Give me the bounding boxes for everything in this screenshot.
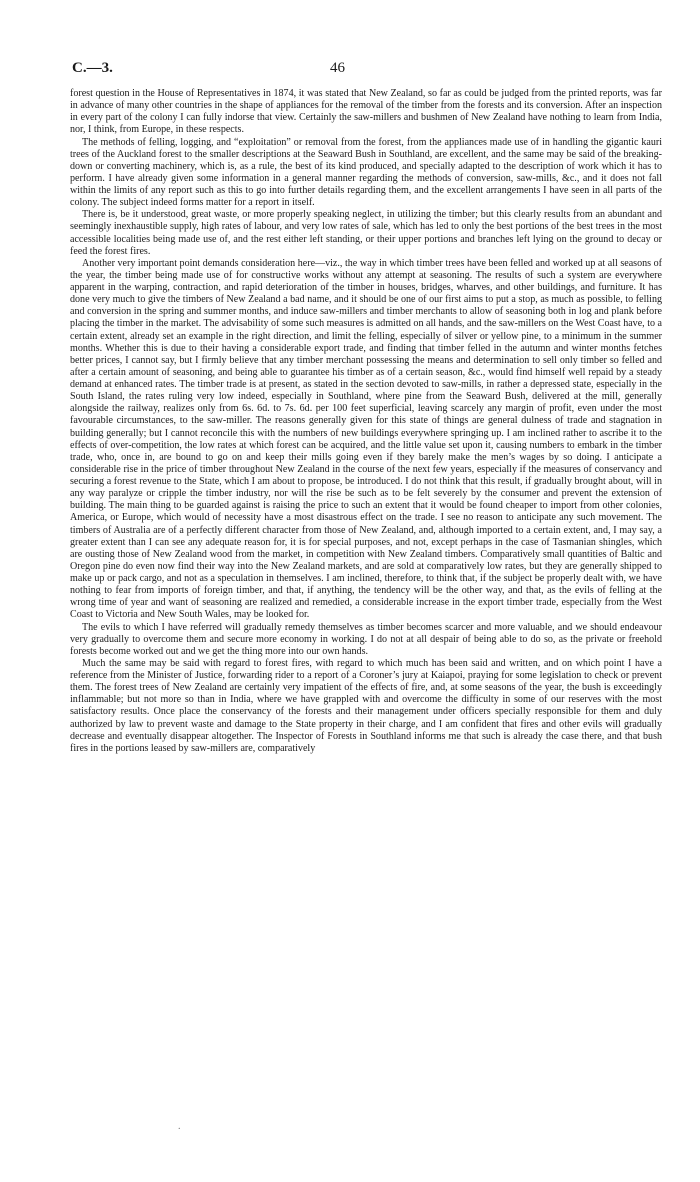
paragraph: The methods of felling, logging, and “exploitation” or removal from the forest, from the appliances made use of in handling the gigantic kauri trees of the Auckland forest to the smaller descriptions at the Seaward Bush in Southland, are excellent, and the same may be said of the breaking-down or converting machinery, which is, as a rule, the best of its kind produced, and specially adapted to the description of work which it has to perform. I have already given some information in a general manner regarding the methods of conversion, saw-mills, &c., and it does not fall within the limits of any report such as this to go into further details regarding them, and the excellent arrangements I have seen in all parts of the colony. The subject indeed forms matter for a report in itself. — [70, 136, 662, 209]
paragraph: There is, be it understood, great waste, or more properly speaking neglect, in utilizing the timber; but this clearly results from an abundant and seemingly inexhaustible supply, high rates of labour, and very low rates of sale, which has led to only the best portions of the best trees in the most accessible localities being made use of, and the rest either left standing, or their upper portions and branches left lying on the ground to decay or feed the forest fires. — [70, 209, 662, 257]
page-number: 46 — [330, 60, 345, 76]
paragraph: The evils to which I have referred will gradually remedy themselves as timber becomes scarcer and more valuable, and we should endeavour very gradually to overcome them and secure more economy in working. I do not at all despair of being able to do so, as the private or freehold forests become worked out and we get the thing more into our own hands. — [70, 621, 662, 657]
paragraph: Much the same may be said with regard to forest fires, with regard to which much has been said and written, and on which point I have a reference from the Minister of Justice, forwarding rider to a report of a Coroner’s jury at Kaiapoi, praying for some legislation to check or prevent them. The forest trees of New Zealand are certainly very impatient of the effects of fire, and, at some seasons of the year, the bush is exceedingly inflammable; but not more so than in India, where we have grappled with and overcome the difficulty in some of our reserves with the most satisfactory results. Once place the conservancy of the forests and their management under officers specially responsible for them and duly authorized by law to prevent waste and damage to the State property in their charge, and I am confident that fires and other evils will gradually decrease and eventually disappear altogether. The Inspector of Forests in Southland informs me that such is already the case there, and that bush fires in the portions leased by saw-millers are, comparatively — [70, 657, 662, 754]
paragraph: forest question in the House of Representatives in 1874, it was stated that New Zealand, so far as could be judged from the printed reports, was far in advance of many other countries in the shape of appliances for the removal of the timber from the forests and its conversion. After an inspection in every part of the colony I can fully indorse that view. Certainly the saw-millers and bushmen of New Zealand have nothing to learn from India, nor, I think, from Europe, in these respects. — [70, 88, 662, 136]
footer-mark: . — [178, 1121, 181, 1132]
page-header — [70, 60, 662, 88]
body-text — [70, 88, 662, 755]
document-reference: C.—3. — [72, 60, 113, 76]
paragraph: Another very important point demands consideration here—viz., the way in which timber trees have been felled and worked up at all seasons of the year, the timber being made use of for constructive works without any attempt at seasoning. The results of such a system are everywhere apparent in the warping, contraction, and rapid deterioration of the timber in houses, bridges, wharves, and other buildings, and furniture. It has done very much to give the timbers of New Zealand a bad name, and it should be one of our first aims to put a stop, as much as possible, to felling and conversion in the spring and summer months, and induce saw-millers and timber merchants to allow of seasoning both in log and plank before placing the timber in the market. The advisability of some such measures is admitted on all hands, and the saw-millers on the West Coast have, to a certain extent, already set an example in the right direction, and limit the felling, especially of silver or yellow pine, to a minimum in the summer months. Whether this is due to their having a considerable export trade, and finding that timber felled in the autumn and winter months fetches better prices, I cannot say, but I firmly believe that any timber merchant possessing the means and determination to sell only timber so felled and after a certain amount of seasoning, and being able to guarantee his timber as of a certain season, &c., would find himself well repaid by a steady demand at enhanced rates. The timber trade is at present, as stated in the section devoted to saw-mills, in rather a depressed state, especially in the South Island, the rates ruling very low indeed, especially in Southland, where pine from the Seaward Bush, delivered at the mill, generally alongside the railway, realizes only from 6s. 6d. to 7s. 6d. per 100 feet superficial, leaving scarcely any margin of profit, even under the most favourable circumstances, to the saw-miller. The reasons generally given for this state of things are general dulness of trade and stagnation in building generally; but I cannot reconcile this with the numbers of new buildings everywhere springing up. I am inclined rather to ascribe it to the effects of over-competition, the low rates at which forest can be acquired, and the little value set upon it, causing numbers to embark in the timber trade, who, once in, are bound to go on and keep their mills going even if they barely make the men’s wages by so doing. I anticipate a considerable rise in the price of timber throughout New Zealand in the course of the next few years, especially if the measures of conservancy and securing a forest revenue to the State, which I am about to propose, be introduced. I do not think that this result, if gradually brought about, will in any way paralyze or cripple the timber industry, nor will the rise be such as to be felt severely by the consumer and prevent the extension of building. The main thing to be guarded against is raising the price to such an extent that it would be found cheaper to import from other colonies, America, or Europe, which would of necessity have a most disastrous effect on the trade. I see no reason to anticipate any such movement. The timbers of Australia are of a perfectly different character from those of New Zealand, and, although imported to a certain extent, and, I may say, a greater extent than I can see any adequate reason for, it is for special purposes, and not, except perhaps in the case of Tasmanian shingles, which are ousting those of New Zealand wood from the market, in competition with New Zealand timbers. Comparatively small quantities of Baltic and Oregon pine do even now find their way into the New Zealand markets, and are sold at comparatively low rates, but they are generally shipped to make up or pack cargo, and not as a speculation in themselves. I am inclined, therefore, to think that, if the subject be properly dealt with, we have nothing to fear from imports of foreign timber, and that, if anything, the tendency will be the other way, and that, as the evils of felling at the wrong time of year and want of seasoning are realized and remedied, a considerable increase in the export timber trade, especially from the West Coast to Victoria and New South Wales, may be looked for. — [70, 257, 662, 621]
